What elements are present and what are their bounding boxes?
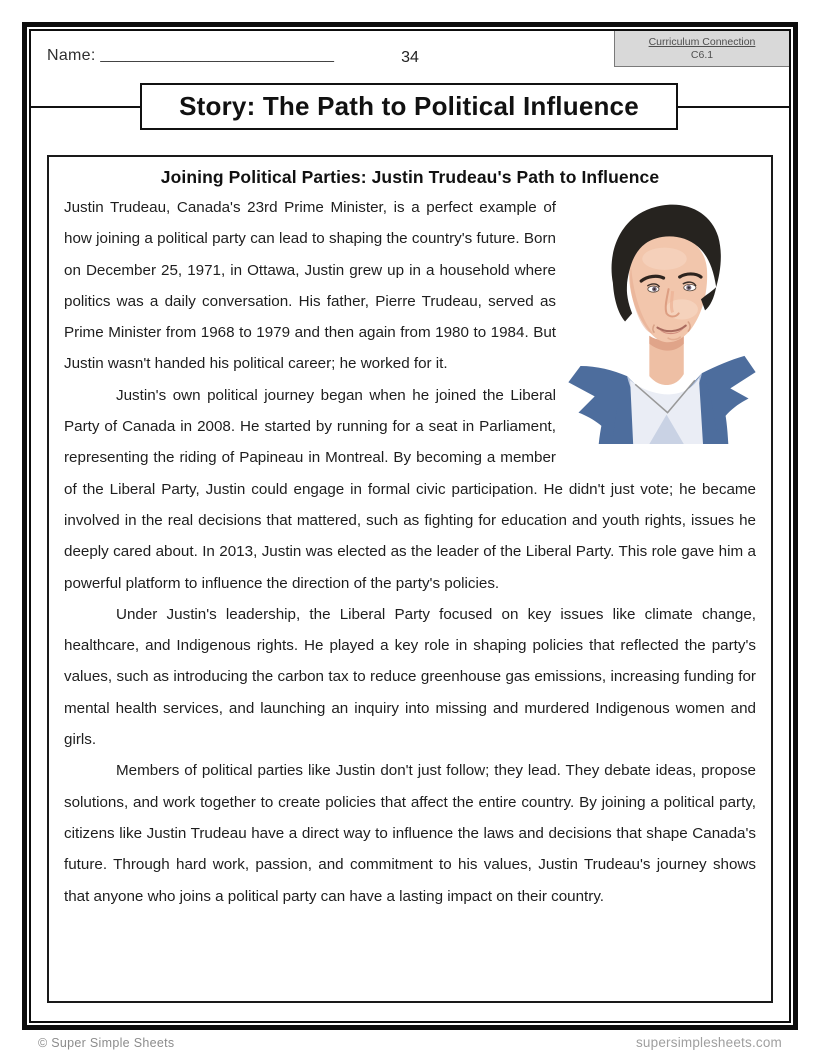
justin-trudeau-portrait: [568, 196, 756, 444]
portrait-illustration: [568, 196, 756, 444]
story-paragraph-1: Justin Trudeau, Canada's 23rd Prime Minister, is a perfect example of how joining a political party can lead to shaping the country's future. Born on December 25, 1971, in Ottawa, Justin grew up in a household where politics was a daily conversation. His father, Pierre Trudeau, served as Prime Minister from 1968 to 1979 and then again from 1980 to 1984. But Justin wasn't handed his political career; he worked for it.: [64, 199, 556, 373]
page-title: Story: The Path to Political Influence: [140, 83, 678, 130]
page-number: 34: [401, 49, 419, 66]
name-blank-field[interactable]: ____________________________: [100, 46, 334, 63]
curriculum-connection-badge: [614, 31, 789, 67]
footer-website: supersimplesheets.com: [635, 1035, 782, 1050]
story-paragraph-4: Members of political parties like Justin don't just follow; they lead. They debate ideas, propose solutions, and work together to create policies that affect the entire country. By joining a political party, citizens like Justin Trudeau have a direct way to influence the laws and decisions that shape Canada's future. Through hard work, passion, and commitment to his values, Justin Trudeau's journey shows that anyone who joins a political party can have a lasting impact on their country.: [64, 762, 756, 905]
curriculum-code: C6.1: [690, 48, 714, 61]
name-label: Name:: [47, 47, 96, 64]
page-inner-border: [29, 29, 791, 1023]
curriculum-connection-label: Curriculum Connection: [648, 35, 756, 48]
page-outer-border: [22, 22, 798, 1030]
story-box: [47, 155, 773, 1003]
story-paragraph-2: Justin's own political journey began when he joined the Liberal Party of Canada in 2008. He started by running for a seat in Parliament, representing the riding of Papineau in Montreal. By becoming a member of the Liberal Party, Justin could engage in formal civic participation. He didn't just vote; he became involved in the real decisions that mattered, such as fighting for education and youth rights, issues he deeply cared about. In 2013, Justin was elected as the leader of the Liberal Party. This role gave him a powerful platform to influence the direction of the party's policies.: [64, 386, 756, 592]
story-paragraph-3: Under Justin's leadership, the Liberal Party focused on key issues like climate change, healthcare, and Indigenous rights. He played a key role in shaping policies that reflected the party's values, such as introducing the carbon tax to reduce greenhouse gas emissions, increasing funding for mental health services, and launching an inquiry into missing and murdered Indigenous women and girls.: [64, 605, 756, 749]
story-heading: Joining Political Parties: Justin Trudeau's Path to Influence: [160, 167, 660, 187]
footer-copyright: © Super Simple Sheets: [38, 1036, 175, 1050]
